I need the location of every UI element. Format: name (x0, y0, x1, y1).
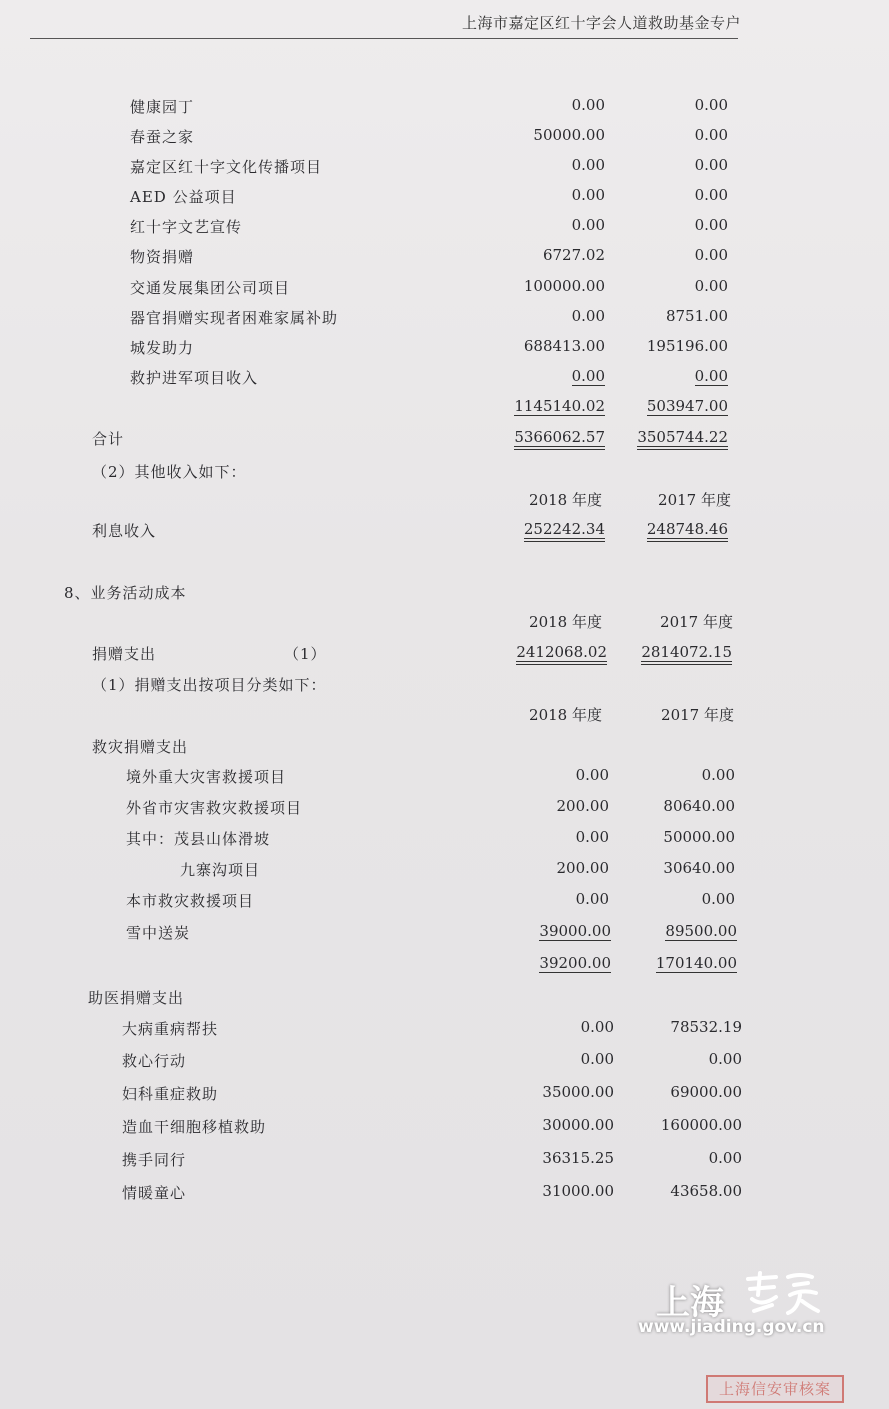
disaster-item-label: 境外重大灾害救援项目 (126, 768, 287, 786)
medical-item-2018: 0.00 (580, 1018, 614, 1036)
watermark-url: www.jiading.gov.cn (638, 1317, 825, 1337)
income-item-2018: 50000.00 (533, 126, 605, 144)
disaster-row (0, 859, 889, 883)
medical-item-2018: 36315.25 (542, 1149, 614, 1167)
interest-income-label: 利息收入 (92, 522, 157, 540)
income-item-label: 春蚕之家 (130, 128, 195, 146)
medical-item-2017: 69000.00 (670, 1083, 742, 1101)
income-item-label: 物资捐赠 (130, 248, 195, 266)
breakdown-heading-row (0, 674, 889, 698)
income-row (0, 216, 889, 240)
medical-item-2018: 0.00 (580, 1050, 614, 1068)
medical-row (0, 1083, 889, 1107)
disaster-item-label: 本市救灾救援项目 (126, 892, 255, 910)
section8-heading: 8、业务活动成本 (64, 584, 187, 602)
income-item-2017: 0.00 (694, 277, 728, 295)
medical-item-2017: 0.00 (708, 1149, 742, 1167)
medical-heading: 助医捐赠支出 (88, 989, 185, 1007)
medical-row (0, 1018, 889, 1042)
income-item-2017: 0.00 (694, 186, 728, 204)
income-row (0, 126, 889, 150)
income-item-label: 救护进军项目收入 (130, 369, 259, 387)
disaster-item-2017: 0.00 (701, 890, 735, 908)
other-income-heading: （2）其他收入如下： (92, 463, 247, 481)
donation-expense-ref: （1） (284, 645, 327, 663)
column-2018: 2018 年度 (529, 706, 602, 724)
income-item-2018: 0.00 (571, 156, 605, 174)
income-item-2018: 100000.00 (523, 277, 605, 295)
income-total-2017: 3505744.22 (637, 428, 728, 450)
income-item-label: AED 公益项目 (130, 188, 237, 206)
income-item-2017: 0.00 (694, 126, 728, 144)
watermark-city: 上海 (656, 1283, 724, 1323)
column-2018: 2018 年度 (529, 613, 602, 631)
income-item-2018: 6727.02 (542, 246, 605, 264)
interest-income-row (0, 520, 889, 544)
medical-item-2017: 43658.00 (670, 1182, 742, 1200)
income-total-label: 合计 (92, 430, 125, 448)
income-item-2018: 0.00 (571, 216, 605, 234)
medical-item-2018: 31000.00 (542, 1182, 614, 1200)
income-row (0, 246, 889, 270)
column-2017: 2017 年度 (661, 706, 734, 724)
income-item-2017: 0.00 (694, 156, 728, 174)
income-row (0, 277, 889, 301)
disaster-heading: 救灾捐赠支出 (92, 738, 189, 756)
income-item-2017: 8751.00 (665, 307, 728, 325)
disaster-item-2018: 200.00 (556, 859, 609, 877)
income-item-2017: 0.00 (694, 246, 728, 264)
income-item-2017: 0.00 (694, 367, 728, 385)
disaster-subtotal-row (0, 954, 889, 978)
medical-item-label: 救心行动 (122, 1052, 187, 1070)
medical-item-label: 造血干细胞移植救助 (122, 1118, 267, 1136)
interest-income-2017: 248748.46 (647, 520, 728, 542)
medical-item-2018: 30000.00 (542, 1116, 614, 1134)
medical-item-2017: 0.00 (708, 1050, 742, 1068)
income-item-2018: 0.00 (571, 307, 605, 325)
income-row (0, 307, 889, 331)
income-item-2018: 0.00 (571, 186, 605, 204)
income-total-row (0, 428, 889, 452)
income-item-2018: 0.00 (571, 367, 605, 385)
donation-expense-label: 捐赠支出 (92, 645, 157, 663)
disaster-item-2017: 50000.00 (663, 828, 735, 846)
income-item-2017: 0.00 (694, 216, 728, 234)
donation-expense-2018: 2412068.02 (516, 643, 607, 665)
medical-item-2017: 78532.19 (670, 1018, 742, 1036)
income-item-2017: 195196.00 (646, 337, 728, 355)
medical-row (0, 1050, 889, 1074)
column-2018: 2018 年度 (529, 491, 602, 509)
medical-item-label: 携手同行 (122, 1151, 187, 1169)
medical-row (0, 1149, 889, 1173)
income-item-2017: 0.00 (694, 96, 728, 114)
income-item-2018: 0.00 (571, 96, 605, 114)
income-row (0, 96, 889, 120)
income-item-label: 嘉定区红十字文化传播项目 (130, 158, 323, 176)
disaster-item-label: 外省市灾害救灾救援项目 (126, 799, 303, 817)
income-item-2018: 688413.00 (523, 337, 605, 355)
disaster-item-2017: 80640.00 (663, 797, 735, 815)
disaster-row (0, 828, 889, 852)
breakdown-columns (0, 704, 889, 728)
medical-item-label: 大病重病帮扶 (122, 1020, 219, 1038)
seal-stamp: 上海信安审核案 (706, 1375, 844, 1403)
income-row (0, 367, 889, 391)
interest-income-2018: 252242.34 (524, 520, 605, 542)
income-row (0, 156, 889, 180)
income-row (0, 337, 889, 361)
disaster-item-2018: 0.00 (575, 766, 609, 784)
income-item-label: 健康园丁 (130, 98, 195, 116)
column-2017: 2017 年度 (660, 613, 733, 631)
column-2017: 2017 年度 (658, 491, 731, 509)
income-total-2018: 5366062.57 (514, 428, 605, 450)
disaster-item-label: 九寨沟项目 (180, 861, 261, 879)
disaster-item-2018: 39000.00 (539, 922, 611, 940)
disaster-item-label: 其中：茂县山体滑坡 (126, 830, 271, 848)
income-item-label: 器官捐赠实现者困难家属补助 (130, 309, 339, 327)
disaster-row (0, 797, 889, 821)
section8-columns (0, 611, 889, 635)
medical-item-label: 情暖童心 (122, 1184, 187, 1202)
income-subtotal-row (0, 397, 889, 421)
disaster-row (0, 890, 889, 914)
disaster-subtotal-2017: 170140.00 (655, 954, 737, 972)
other-income-columns (0, 489, 889, 513)
medical-row (0, 1182, 889, 1206)
disaster-item-2018: 0.00 (575, 828, 609, 846)
disaster-item-2018: 200.00 (556, 797, 609, 815)
header-title: 上海市嘉定区红十字会人道救助基金专户 (462, 14, 742, 32)
disaster-item-label: 雪中送炭 (126, 924, 191, 942)
income-subtotal-2017: 503947.00 (646, 397, 728, 415)
disaster-row (0, 922, 889, 946)
medical-item-2017: 160000.00 (660, 1116, 742, 1134)
income-row (0, 186, 889, 210)
other-income-heading-row (0, 461, 889, 485)
disaster-heading-row (0, 736, 889, 760)
income-item-label: 红十字文艺宣传 (130, 218, 243, 236)
header-rule (30, 38, 738, 39)
disaster-item-2017: 30640.00 (663, 859, 735, 877)
section8-heading-row (0, 582, 889, 606)
jiading-calligraphy-logo-icon (742, 1269, 824, 1321)
income-subtotal-2018: 1145140.02 (514, 397, 605, 415)
medical-item-2018: 35000.00 (542, 1083, 614, 1101)
medical-heading-row (0, 987, 889, 1011)
donation-expense-row (0, 643, 889, 667)
disaster-item-2017: 89500.00 (665, 922, 737, 940)
disaster-item-2017: 0.00 (701, 766, 735, 784)
medical-item-label: 妇科重症救助 (122, 1085, 219, 1103)
donation-expense-2017: 2814072.15 (641, 643, 732, 665)
disaster-row (0, 766, 889, 790)
medical-row (0, 1116, 889, 1140)
income-item-label: 交通发展集团公司项目 (130, 279, 291, 297)
disaster-subtotal-2018: 39200.00 (539, 954, 611, 972)
breakdown-heading: （1）捐赠支出按项目分类如下： (92, 676, 327, 694)
disaster-item-2018: 0.00 (575, 890, 609, 908)
income-item-label: 城发助力 (130, 339, 195, 357)
